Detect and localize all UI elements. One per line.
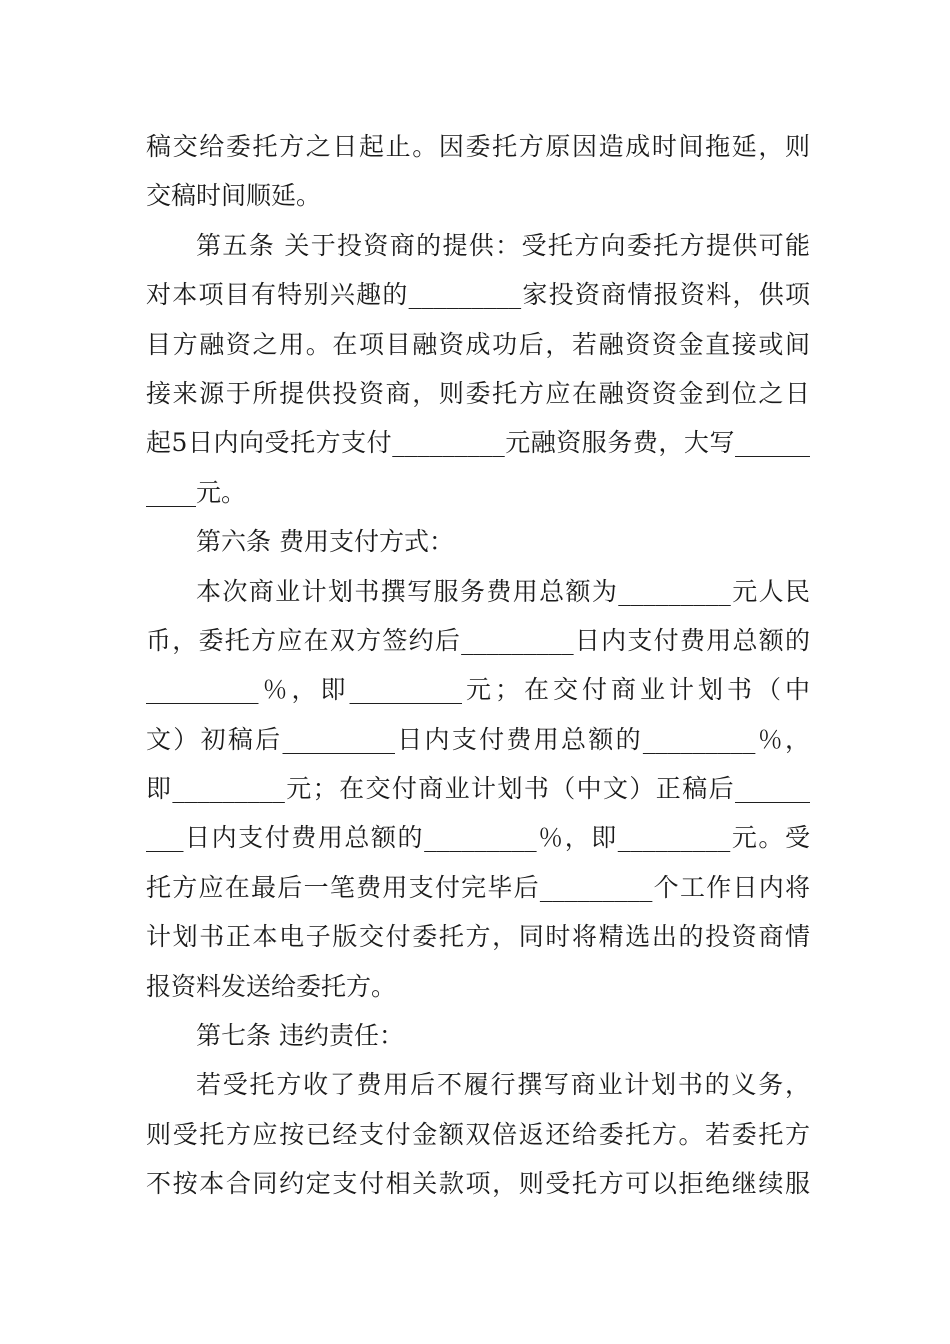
text-line: 则受托方应按已经支付金额双倍返还给委托方。若委托方 — [146, 1119, 810, 1149]
text-line: 交稿时间顺延。 — [146, 181, 322, 211]
text-line: 不按本合同约定支付相关款项，则受托方可以拒绝继续服 — [146, 1169, 810, 1199]
text-line: 文）初稿后_________日内支付费用总额的_________％， — [146, 724, 810, 754]
article-6-heading: 第六条 费用支付方式： — [196, 527, 454, 557]
text-line: 若受托方收了费用后不履行撰写商业计划书的义务， — [196, 1070, 810, 1100]
text-line: 即_________元；在交付商业计划书（中文）正稿后______ — [146, 774, 810, 804]
article-7-heading: 第七条 违约责任： — [196, 1021, 404, 1051]
text-line: 本次商业计划书撰写服务费用总额为_________元人民 — [196, 576, 810, 606]
text-line: 起5日内向受托方支付_________元融资服务费，大写______ — [146, 428, 810, 458]
article-5-heading-line: 第五条 关于投资商的提供：受托方向委托方提供可能 — [196, 230, 810, 260]
text-line: 币，委托方应在双方签约后_________日内支付费用总额的 — [146, 625, 810, 655]
text-line: 对本项目有特别兴趣的_________家投资商情报资料，供项 — [146, 280, 810, 310]
text-line: 目方融资之用。在项目融资成功后，若融资资金直接或间 — [146, 329, 810, 359]
text-line: _________％，即_________元；在交付商业计划书（中 — [146, 675, 810, 705]
text-line: 报资料发送给委托方。 — [146, 971, 397, 1001]
text-line: 接来源于所提供投资商，则委托方应在融资资金到位之日 — [146, 378, 810, 408]
text-line: ____元。 — [146, 477, 247, 507]
text-line: ___日内支付费用总额的_________％，即_________元。受 — [146, 823, 810, 853]
text-line: 稿交给委托方之日起止。因委托方原因造成时间拖延，则 — [146, 132, 810, 161]
text-line: 托方应在最后一笔费用支付完毕后_________个工作日内将 — [146, 872, 810, 902]
document-body — [146, 122, 810, 1209]
text-line: 计划书正本电子版交付委托方，同时将精选出的投资商情 — [146, 922, 810, 952]
